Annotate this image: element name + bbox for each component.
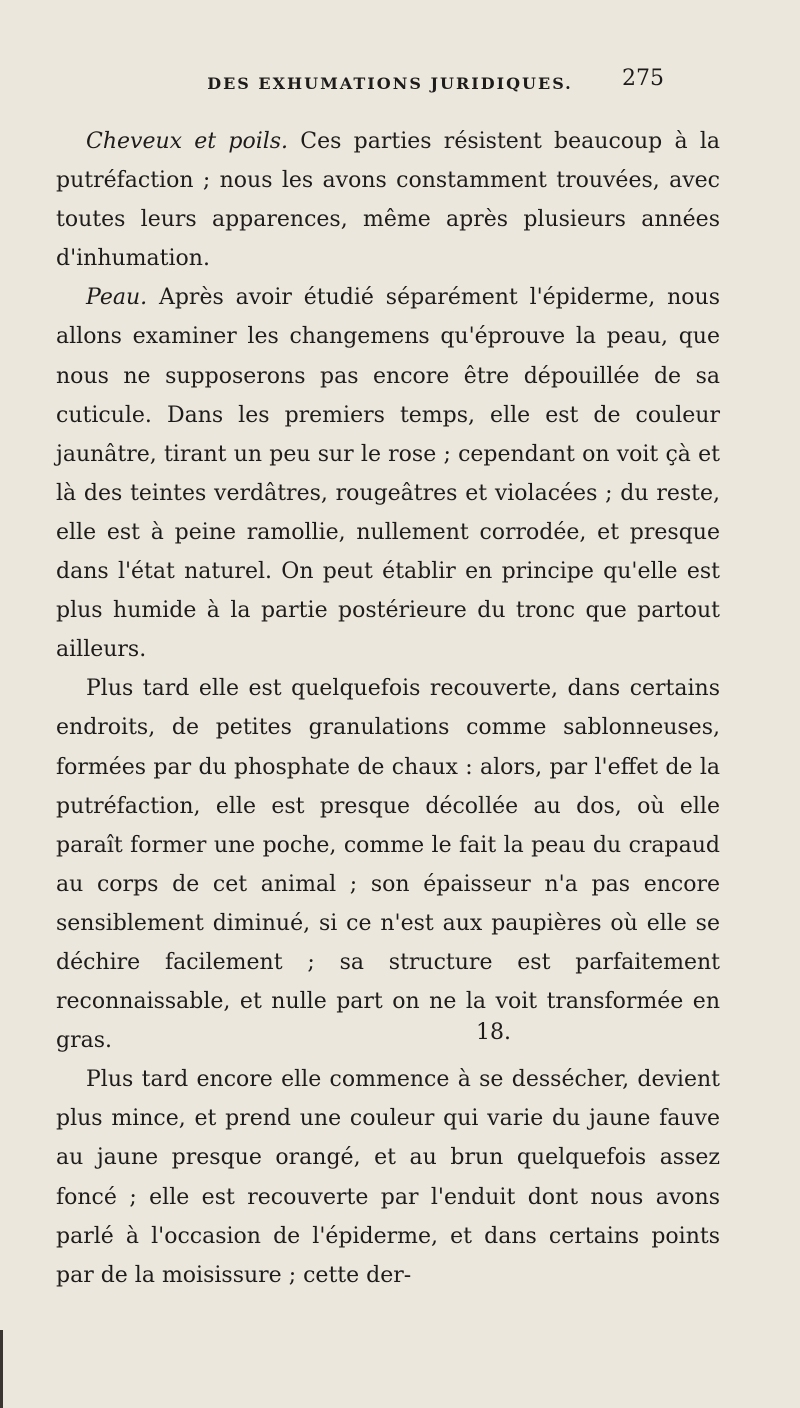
paragraph bbox=[56, 278, 720, 669]
paragraph bbox=[56, 122, 720, 278]
paragraph-text: Plus tard elle est quelquefois recouverte, dans certains endroits, de petites granulations comme sablonneuses, formées par du phosphate de chaux : alors, par l'effet de la putréfaction, elle est presque décollée au dos, où elle paraît former une poche, comme le fait la peau du crapaud au corps de cet animal ; son épaisseur n'a pas encore sensiblement diminué, si ce n'est aux paupières où elle se déchire facilement ; sa structure est parfaitement reconnaissable, et nulle part on ne la voit transformée en gras. bbox=[56, 676, 720, 1054]
paragraph-text: Après avoir étudié séparément l'épiderme, nous allons examiner les changemens qu'éprouve la peau, que nous ne supposerons pas encore être dépouillée de sa cuticule. Dans les premiers temps, elle est de couleur jaunâtre, tirant un peu sur le rose ; cependant on voit çà et là des teintes verdâtres, rougeâtres et violacées ; du reste, elle est à peine ramollie, nullement corrodée, et presque dans l'état naturel. On peut établir en principe qu'elle est plus humide à la partie postérieure du tronc que partout ailleurs. bbox=[56, 285, 720, 663]
page-number: 275 bbox=[622, 66, 664, 91]
scan-edge-line bbox=[0, 1330, 3, 1408]
body-text bbox=[56, 122, 720, 1295]
paragraph-lead: Peau. bbox=[86, 285, 148, 311]
paragraph-text: Ces parties résistent beaucoup à la putréfaction ; nous les avons constamment trouvées, avec toutes leurs apparences, même après plusieurs années d'inhumation. bbox=[56, 129, 720, 272]
signature-mark: 18. bbox=[476, 1020, 511, 1045]
paragraph-lead: Cheveux et poils. bbox=[86, 129, 289, 154]
running-title: DES EXHUMATIONS JURIDIQUES. bbox=[207, 74, 573, 93]
paragraph bbox=[56, 669, 720, 1060]
paragraph-text: Plus tard encore elle commence à se dessécher, devient plus mince, et prend une couleur qui varie du jaune fauve au jaune presque orangé, et au brun quelquefois assez foncé ; elle est recouverte par l'enduit dont nous avons parlé à l'occasion de l'épiderme, et dans certains points par de la moisissure ; cette der- bbox=[56, 1067, 720, 1288]
paragraph bbox=[56, 1060, 720, 1295]
